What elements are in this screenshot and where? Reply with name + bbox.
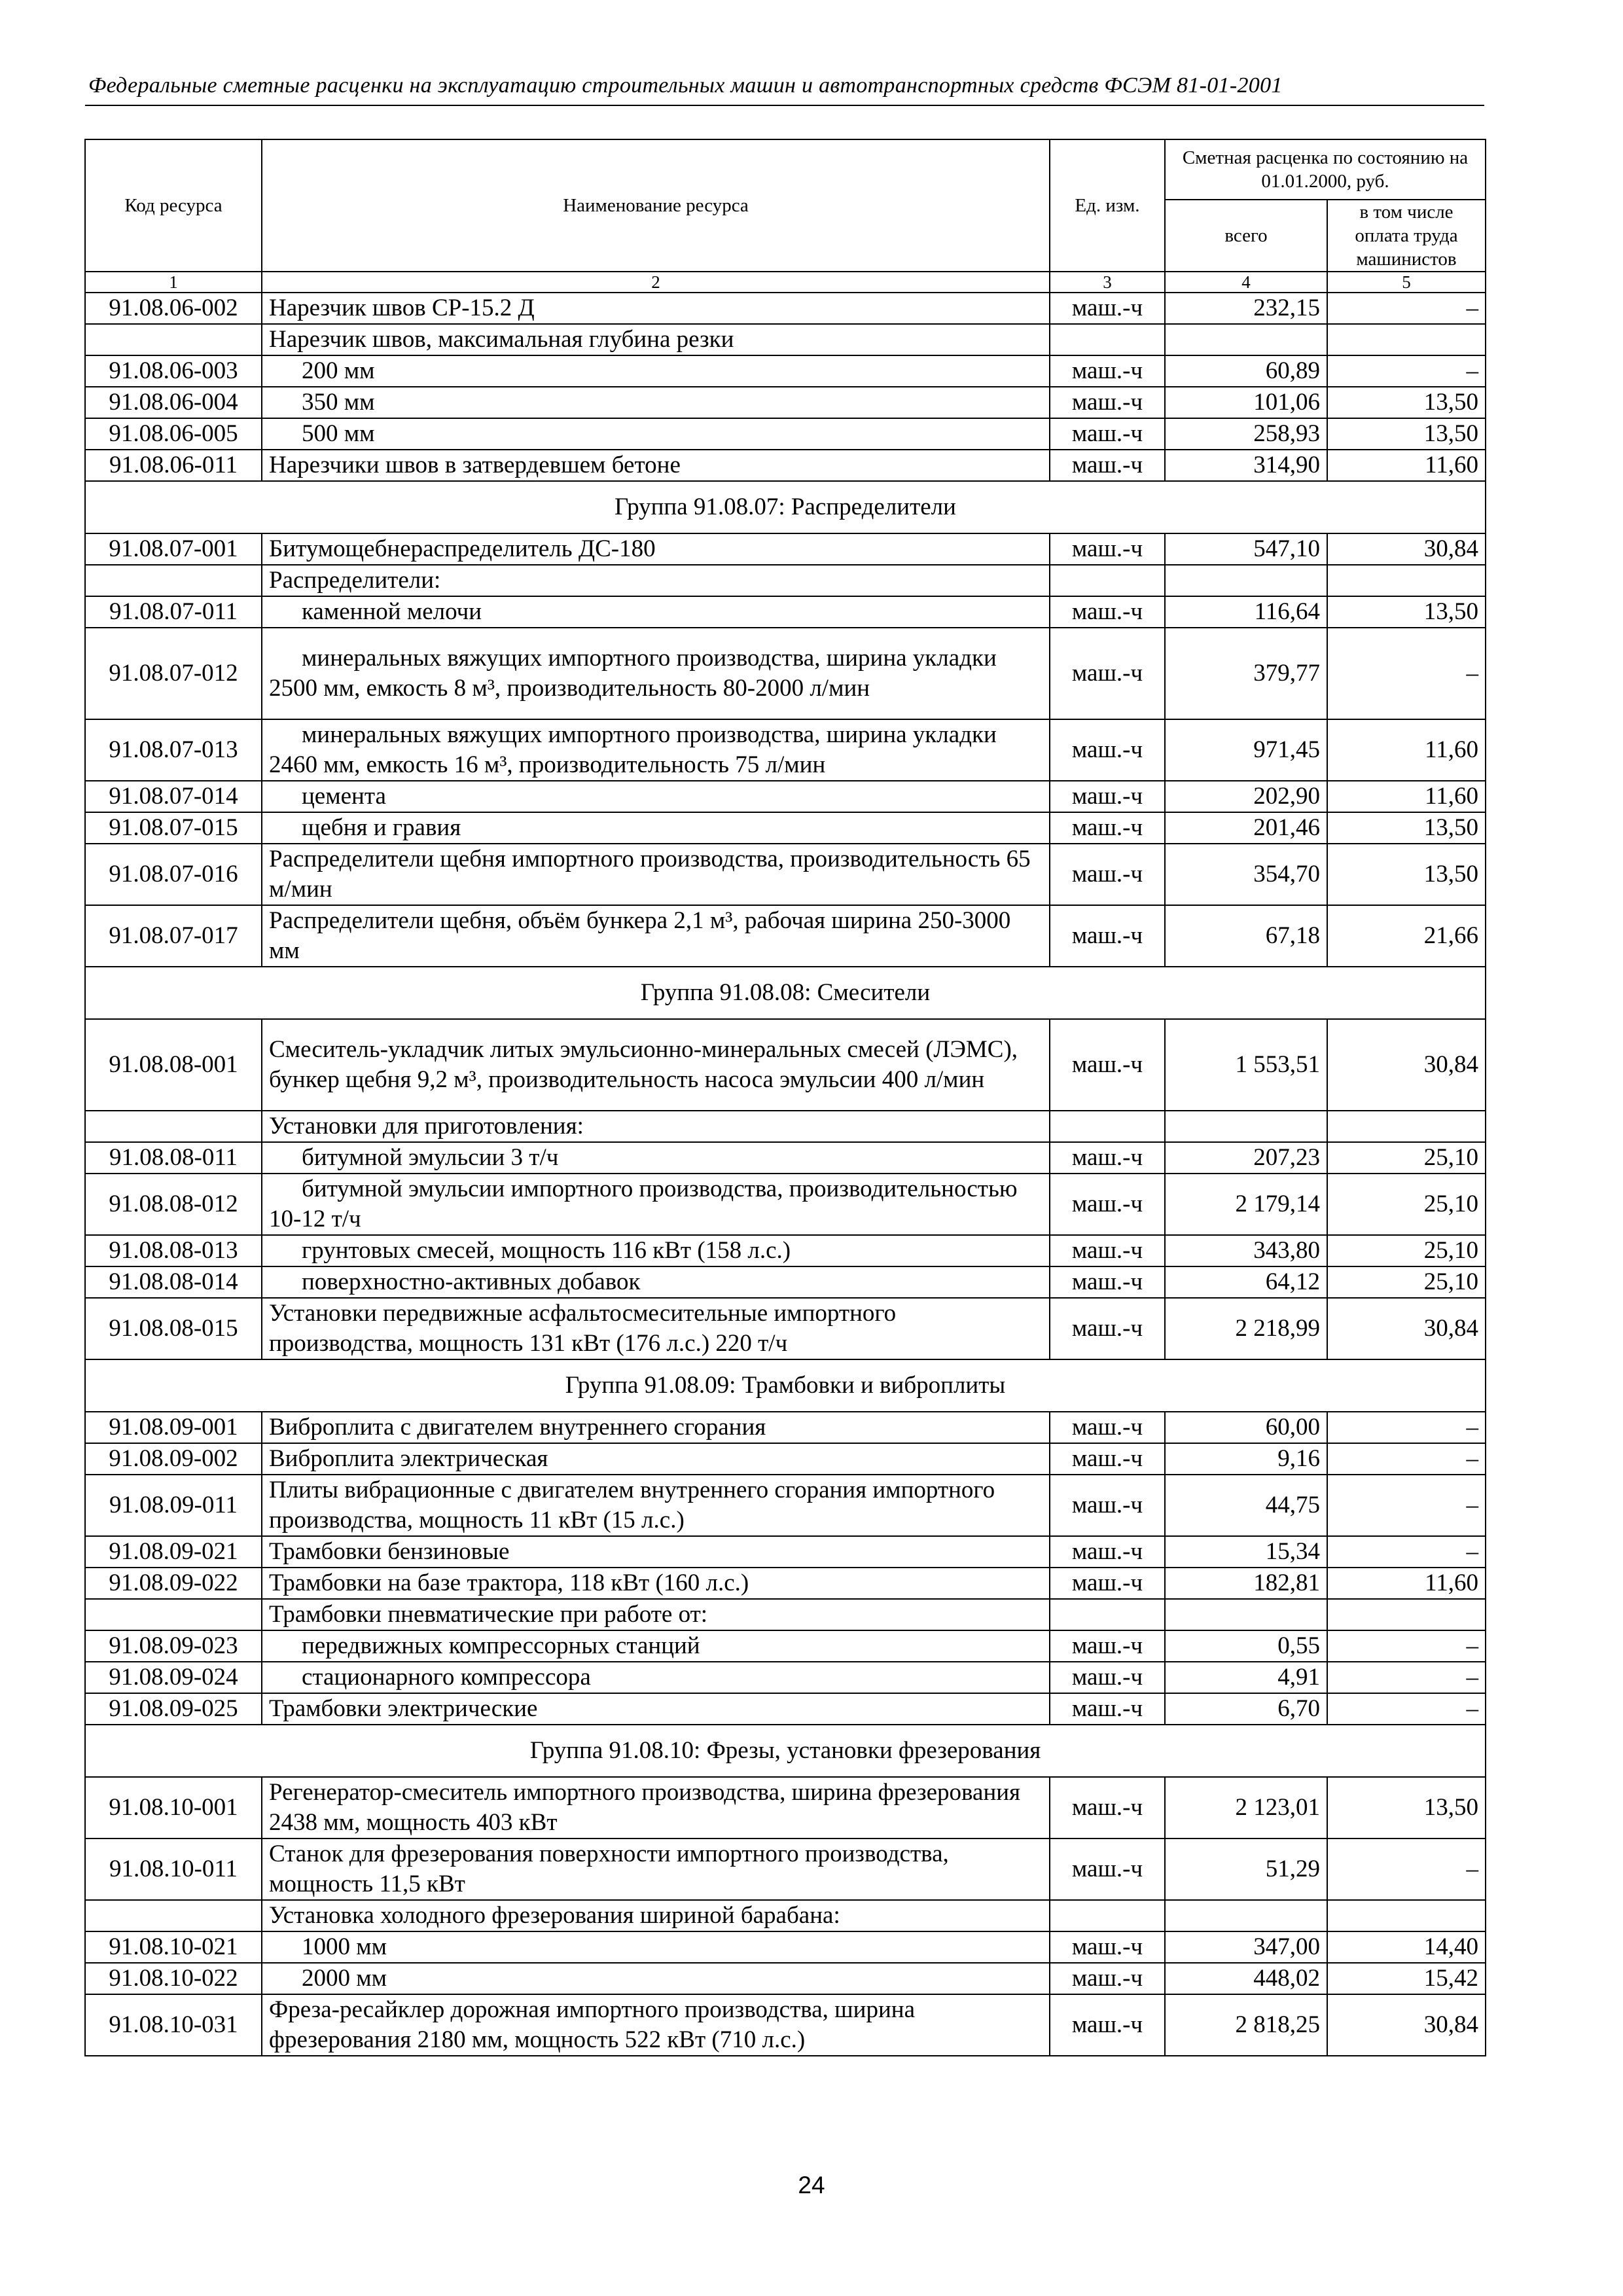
table-row [85, 533, 1486, 565]
resource-code: 91.08.06-003 [85, 355, 262, 387]
table-row [85, 1266, 1486, 1298]
rate-total: 6,70 [1165, 1693, 1327, 1725]
unit: маш.-ч [1050, 1630, 1165, 1662]
unit [1050, 1599, 1165, 1630]
header-name: Наименование ресурса [262, 139, 1050, 272]
rate-total: 343,80 [1165, 1235, 1327, 1266]
column-number: 4 [1165, 272, 1327, 293]
unit: маш.-ч [1050, 387, 1165, 418]
resource-code [85, 324, 262, 355]
table-row [85, 387, 1486, 418]
header-wages: в том числе оплата труда машинистов [1327, 200, 1486, 272]
unit: маш.-ч [1050, 1777, 1165, 1839]
group-heading: Группа 91.08.08: Смесители [85, 967, 1486, 1019]
resource-name: Трамбовки на базе трактора, 118 кВт (160 л.с.) [262, 1568, 1050, 1599]
rate-total: 2 123,01 [1165, 1777, 1327, 1839]
resource-code: 91.08.09-022 [85, 1568, 262, 1599]
resource-code: 91.08.08-014 [85, 1266, 262, 1298]
column-number: 1 [85, 272, 262, 293]
unit: маш.-ч [1050, 1839, 1165, 1900]
rate-wages: 15,42 [1327, 1963, 1486, 1994]
unit: маш.-ч [1050, 812, 1165, 844]
rate-wages [1327, 1900, 1486, 1931]
rate-wages: 30,84 [1327, 1019, 1486, 1111]
rate-wages: 13,50 [1327, 418, 1486, 450]
rate-wages: – [1327, 1412, 1486, 1443]
resource-name: стационарного компрессора [262, 1662, 1050, 1693]
rate-total: 207,23 [1165, 1142, 1327, 1174]
rate-total: 347,00 [1165, 1931, 1327, 1963]
table-row [85, 418, 1486, 450]
group-heading-row [85, 481, 1486, 533]
table-row [85, 1777, 1486, 1839]
rate-wages: – [1327, 355, 1486, 387]
unit: маш.-ч [1050, 844, 1165, 905]
rate-wages: 21,66 [1327, 905, 1486, 967]
rate-total [1165, 1900, 1327, 1931]
resource-name: 2000 мм [262, 1963, 1050, 1994]
subheading-row [85, 1111, 1486, 1142]
table-row [85, 1662, 1486, 1693]
resource-code: 91.08.07-011 [85, 596, 262, 628]
resource-name: минеральных вяжущих импортного производства, ширина укладки 2500 мм, емкость 8 м³, производительность 80-2000 л/мин [262, 628, 1050, 719]
table-row [85, 1536, 1486, 1568]
resource-name: Установки передвижные асфальтосмесительные импортного производства, мощность 131 кВт (176 л.с.) 220 т/ч [262, 1298, 1050, 1359]
rate-total: 258,93 [1165, 418, 1327, 450]
unit: маш.-ч [1050, 1412, 1165, 1443]
group-heading: Группа 91.08.09: Трамбовки и виброплиты [85, 1359, 1486, 1412]
rate-wages: – [1327, 1693, 1486, 1725]
resource-name: Распределители щебня, объём бункера 2,1 м³, рабочая ширина 250-3000 мм [262, 905, 1050, 967]
subheading-name: Распределители: [262, 565, 1050, 596]
resource-name: 500 мм [262, 418, 1050, 450]
subheading-row [85, 1599, 1486, 1630]
rate-wages [1327, 324, 1486, 355]
resource-code: 91.08.06-004 [85, 387, 262, 418]
resource-code: 91.08.10-022 [85, 1963, 262, 1994]
rate-total: 547,10 [1165, 533, 1327, 565]
table-row [85, 1693, 1486, 1725]
rate-wages [1327, 1111, 1486, 1142]
rate-total [1165, 1111, 1327, 1142]
rate-wages: 11,60 [1327, 719, 1486, 781]
table-row [85, 1568, 1486, 1599]
rate-total: 9,16 [1165, 1443, 1327, 1475]
rate-wages: 11,60 [1327, 781, 1486, 812]
subheading-row [85, 565, 1486, 596]
resource-code: 91.08.07-012 [85, 628, 262, 719]
rate-wages: 13,50 [1327, 812, 1486, 844]
resource-name: Виброплита с двигателем внутреннего сгорания [262, 1412, 1050, 1443]
unit: маш.-ч [1050, 1994, 1165, 2056]
unit: маш.-ч [1050, 1568, 1165, 1599]
subheading-name: Установка холодного фрезерования шириной барабана: [262, 1900, 1050, 1931]
rate-wages: 25,10 [1327, 1174, 1486, 1235]
unit [1050, 565, 1165, 596]
resource-name: 1000 мм [262, 1931, 1050, 1963]
resource-code: 91.08.08-012 [85, 1174, 262, 1235]
table-row [85, 719, 1486, 781]
rate-wages: 30,84 [1327, 1298, 1486, 1359]
resource-code: 91.08.09-002 [85, 1443, 262, 1475]
table-row [85, 1412, 1486, 1443]
resource-name: каменной мелочи [262, 596, 1050, 628]
resource-name: минеральных вяжущих импортного производства, ширина укладки 2460 мм, емкость 16 м³, производительность 75 л/мин [262, 719, 1050, 781]
rate-wages: 13,50 [1327, 844, 1486, 905]
unit: маш.-ч [1050, 628, 1165, 719]
unit: маш.-ч [1050, 1174, 1165, 1235]
resource-code [85, 1111, 262, 1142]
group-heading: Группа 91.08.10: Фрезы, установки фрезерования [85, 1725, 1486, 1777]
rate-total: 232,15 [1165, 293, 1327, 324]
header-unit: Ед. изм. [1050, 139, 1165, 272]
resource-name: Нарезчик швов СР-15.2 Д [262, 293, 1050, 324]
unit: маш.-ч [1050, 719, 1165, 781]
group-heading: Группа 91.08.07: Распределители [85, 481, 1486, 533]
resource-name: Нарезчики швов в затвердевшем бетоне [262, 450, 1050, 481]
unit: маш.-ч [1050, 781, 1165, 812]
unit: маш.-ч [1050, 1536, 1165, 1568]
table-row [85, 1298, 1486, 1359]
rate-wages: 13,50 [1327, 387, 1486, 418]
resource-name: битумной эмульсии 3 т/ч [262, 1142, 1050, 1174]
rate-total: 448,02 [1165, 1963, 1327, 1994]
rate-wages: 30,84 [1327, 533, 1486, 565]
resource-code: 91.08.09-021 [85, 1536, 262, 1568]
unit: маш.-ч [1050, 355, 1165, 387]
resource-name: цемента [262, 781, 1050, 812]
unit: маш.-ч [1050, 1266, 1165, 1298]
rate-total: 314,90 [1165, 450, 1327, 481]
resource-code: 91.08.10-031 [85, 1994, 262, 2056]
group-heading-row [85, 1725, 1486, 1777]
rate-total: 2 218,99 [1165, 1298, 1327, 1359]
table-row [85, 1994, 1486, 2056]
table-row [85, 844, 1486, 905]
resource-name: поверхностно-активных добавок [262, 1266, 1050, 1298]
unit: маш.-ч [1050, 1662, 1165, 1693]
resource-name: Плиты вибрационные с двигателем внутреннего сгорания импортного производства, мощность 11 кВт (15 л.с.) [262, 1475, 1050, 1536]
resource-name: Смеситель-укладчик литых эмульсионно-минеральных смесей (ЛЭМС), бункер щебня 9,2 м³, производительность насоса эмульсии 400 л/мин [262, 1019, 1050, 1111]
rate-wages: 30,84 [1327, 1994, 1486, 2056]
resource-code: 91.08.06-005 [85, 418, 262, 450]
rate-wages: 11,60 [1327, 1568, 1486, 1599]
table-row [85, 1839, 1486, 1900]
rate-total [1165, 565, 1327, 596]
table-row [85, 812, 1486, 844]
resource-name: Трамбовки электрические [262, 1693, 1050, 1725]
resource-code: 91.08.09-001 [85, 1412, 262, 1443]
subheading-name: Установки для приготовления: [262, 1111, 1050, 1142]
header-rule [85, 105, 1484, 106]
table-row [85, 781, 1486, 812]
rates-table [84, 139, 1486, 2056]
group-heading-row [85, 1359, 1486, 1412]
unit: маш.-ч [1050, 1235, 1165, 1266]
resource-name: Регенератор-смеситель импортного производства, ширина фрезерования 2438 мм, мощность 403 кВт [262, 1777, 1050, 1839]
unit: маш.-ч [1050, 1931, 1165, 1963]
table-row [85, 1443, 1486, 1475]
rate-total: 0,55 [1165, 1630, 1327, 1662]
rate-total: 201,46 [1165, 812, 1327, 844]
rate-total: 971,45 [1165, 719, 1327, 781]
unit: маш.-ч [1050, 596, 1165, 628]
rate-total: 202,90 [1165, 781, 1327, 812]
header-total: всего [1165, 200, 1327, 272]
unit: маш.-ч [1050, 1019, 1165, 1111]
unit: маш.-ч [1050, 418, 1165, 450]
rate-wages: – [1327, 1630, 1486, 1662]
header-rate-group: Сметная расценка по состоянию на 01.01.2000, руб. [1165, 139, 1486, 200]
table-row [85, 1963, 1486, 1994]
resource-code: 91.08.10-021 [85, 1931, 262, 1963]
unit [1050, 1900, 1165, 1931]
unit: маш.-ч [1050, 1693, 1165, 1725]
rate-total: 354,70 [1165, 844, 1327, 905]
rate-total: 2 818,25 [1165, 1994, 1327, 2056]
resource-code [85, 1900, 262, 1931]
unit: маш.-ч [1050, 1443, 1165, 1475]
unit: маш.-ч [1050, 905, 1165, 967]
rate-total: 2 179,14 [1165, 1174, 1327, 1235]
unit: маш.-ч [1050, 1475, 1165, 1536]
resource-name: грунтовых смесей, мощность 116 кВт (158 л.с.) [262, 1235, 1050, 1266]
rate-wages: 14,40 [1327, 1931, 1486, 1963]
resource-name: Распределители щебня импортного производства, производительность 65 м/мин [262, 844, 1050, 905]
table-row [85, 1475, 1486, 1536]
unit: маш.-ч [1050, 1298, 1165, 1359]
resource-code: 91.08.08-001 [85, 1019, 262, 1111]
resource-code: 91.08.07-013 [85, 719, 262, 781]
rate-wages: 11,60 [1327, 450, 1486, 481]
unit: маш.-ч [1050, 293, 1165, 324]
rate-total [1165, 1599, 1327, 1630]
resource-code: 91.08.08-015 [85, 1298, 262, 1359]
resource-code: 91.08.08-013 [85, 1235, 262, 1266]
resource-code: 91.08.07-015 [85, 812, 262, 844]
resource-code: 91.08.08-011 [85, 1142, 262, 1174]
rate-total: 1 553,51 [1165, 1019, 1327, 1111]
resource-code: 91.08.06-002 [85, 293, 262, 324]
rate-wages: 13,50 [1327, 596, 1486, 628]
table-row [85, 1630, 1486, 1662]
resource-name: передвижных компрессорных станций [262, 1630, 1050, 1662]
resource-name: Битумощебнераспределитель ДС-180 [262, 533, 1050, 565]
subheading-row [85, 324, 1486, 355]
rate-wages: – [1327, 1662, 1486, 1693]
resource-code: 91.08.07-014 [85, 781, 262, 812]
rate-wages: – [1327, 628, 1486, 719]
resource-code: 91.08.09-024 [85, 1662, 262, 1693]
table-row [85, 628, 1486, 719]
group-heading-row [85, 967, 1486, 1019]
rate-total: 182,81 [1165, 1568, 1327, 1599]
rate-wages: – [1327, 1536, 1486, 1568]
page-number: 24 [798, 2172, 825, 2198]
table-body [85, 293, 1486, 2056]
table-row [85, 596, 1486, 628]
table-row [85, 1142, 1486, 1174]
rate-wages: 25,10 [1327, 1142, 1486, 1174]
rate-wages: – [1327, 1443, 1486, 1475]
unit: маш.-ч [1050, 450, 1165, 481]
resource-name: Трамбовки бензиновые [262, 1536, 1050, 1568]
subheading-name: Нарезчик швов, максимальная глубина резки [262, 324, 1050, 355]
subheading-row [85, 1900, 1486, 1931]
rate-total: 64,12 [1165, 1266, 1327, 1298]
rate-total: 60,89 [1165, 355, 1327, 387]
rate-total: 379,77 [1165, 628, 1327, 719]
resource-code [85, 1599, 262, 1630]
rate-wages: 25,10 [1327, 1266, 1486, 1298]
unit [1050, 324, 1165, 355]
resource-code [85, 565, 262, 596]
subheading-name: Трамбовки пневматические при работе от: [262, 1599, 1050, 1630]
running-header: Федеральные сметные расценки на эксплуатацию строительных машин и автотранспортных средств ФСЭМ 81-01-2001 [88, 73, 1283, 98]
rate-total: 116,64 [1165, 596, 1327, 628]
rate-total: 60,00 [1165, 1412, 1327, 1443]
column-number: 2 [262, 272, 1050, 293]
rate-wages [1327, 1599, 1486, 1630]
resource-name: 350 мм [262, 387, 1050, 418]
rate-wages: – [1327, 293, 1486, 324]
resource-name: щебня и гравия [262, 812, 1050, 844]
resource-name: Фреза-ресайклер дорожная импортного производства, ширина фрезерования 2180 мм, мощность 522 кВт (710 л.с.) [262, 1994, 1050, 2056]
rate-wages: 25,10 [1327, 1235, 1486, 1266]
resource-code: 91.08.07-001 [85, 533, 262, 565]
resource-code: 91.08.09-025 [85, 1693, 262, 1725]
column-number: 3 [1050, 272, 1165, 293]
rate-total: 101,06 [1165, 387, 1327, 418]
rate-total: 15,34 [1165, 1536, 1327, 1568]
header-code: Код ресурса [85, 139, 262, 272]
resource-code: 91.08.09-023 [85, 1630, 262, 1662]
rate-total: 51,29 [1165, 1839, 1327, 1900]
rate-total: 67,18 [1165, 905, 1327, 967]
resource-code: 91.08.09-011 [85, 1475, 262, 1536]
rate-wages: 13,50 [1327, 1777, 1486, 1839]
unit [1050, 1111, 1165, 1142]
resource-code: 91.08.07-016 [85, 844, 262, 905]
table-row [85, 355, 1486, 387]
table-row [85, 905, 1486, 967]
rate-wages [1327, 565, 1486, 596]
resource-name: 200 мм [262, 355, 1050, 387]
unit: маш.-ч [1050, 1963, 1165, 1994]
table-row [85, 1174, 1486, 1235]
table-row [85, 293, 1486, 324]
unit: маш.-ч [1050, 1142, 1165, 1174]
resource-code: 91.08.10-001 [85, 1777, 262, 1839]
rate-total: 4,91 [1165, 1662, 1327, 1693]
table-row [85, 1931, 1486, 1963]
table-row [85, 1019, 1486, 1111]
table-row [85, 1235, 1486, 1266]
resource-code: 91.08.06-011 [85, 450, 262, 481]
resource-name: Виброплита электрическая [262, 1443, 1050, 1475]
resource-code: 91.08.07-017 [85, 905, 262, 967]
rate-wages: – [1327, 1839, 1486, 1900]
rate-wages: – [1327, 1475, 1486, 1536]
rate-total: 44,75 [1165, 1475, 1327, 1536]
resource-name: Станок для фрезерования поверхности импортного производства, мощность 11,5 кВт [262, 1839, 1050, 1900]
table-row [85, 450, 1486, 481]
column-number: 5 [1327, 272, 1486, 293]
resource-name: битумной эмульсии импортного производства, производительностью 10-12 т/ч [262, 1174, 1050, 1235]
resource-code: 91.08.10-011 [85, 1839, 262, 1900]
unit: маш.-ч [1050, 533, 1165, 565]
rate-total [1165, 324, 1327, 355]
